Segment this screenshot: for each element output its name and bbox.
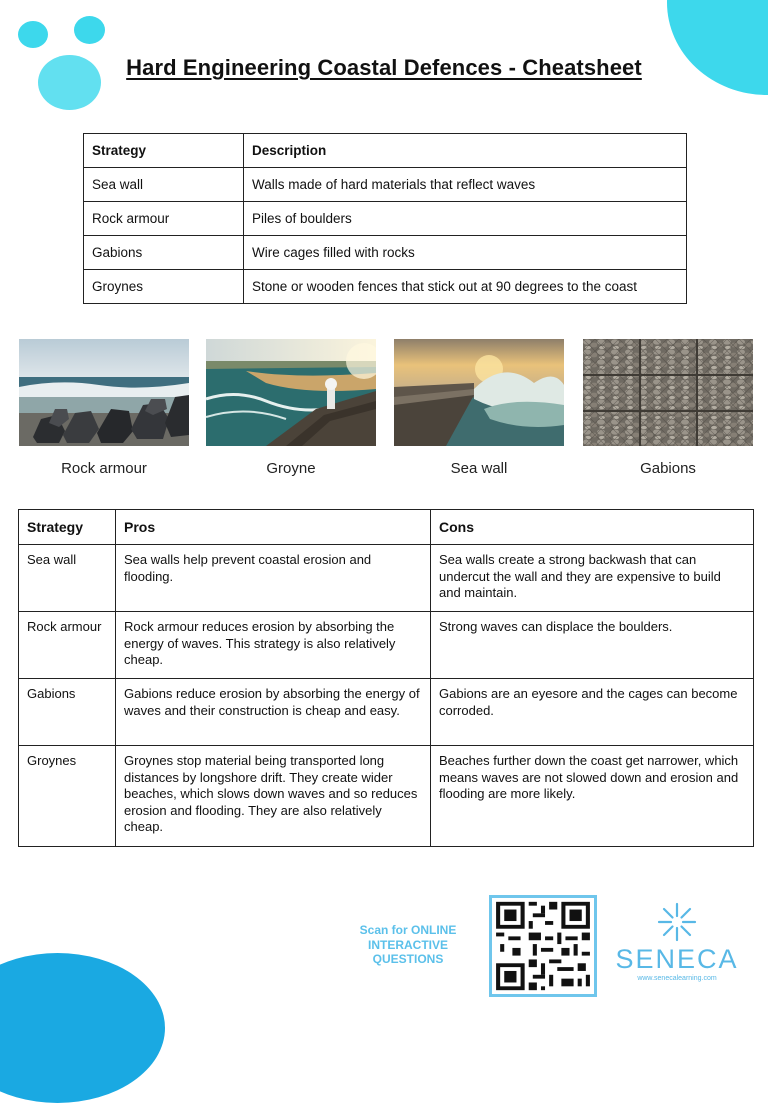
description-cell: Stone or wooden fences that stick out at 90 degrees to the coast	[244, 270, 687, 304]
strategy-cell: Rock armour	[84, 202, 244, 236]
cons-cell: Gabions are an eyesore and the cages can become corroded.	[431, 679, 754, 746]
strategy-cell: Gabions	[84, 236, 244, 270]
scan-prompt: Scan for ONLINE INTERACTIVE QUESTIONS	[359, 923, 457, 966]
strategy-cell: Sea wall	[84, 168, 244, 202]
strategy-cell: Rock armour	[19, 612, 116, 679]
strategy-cell: Sea wall	[19, 545, 116, 612]
column-header: Cons	[431, 510, 754, 545]
column-header: Strategy	[19, 510, 116, 545]
pros-cell: Rock armour reduces erosion by absorbing the energy of waves. This strategy is also relatively cheap.	[116, 612, 431, 679]
page-title: Hard Engineering Coastal Defences - Cheatsheet	[126, 55, 642, 80]
table-row	[19, 746, 754, 847]
strategy-table	[83, 133, 687, 304]
decorative-dot	[18, 21, 48, 48]
cons-cell: Beaches further down the coast get narrower, which means waves are not slowed down and erosion and flooding are more likely.	[431, 746, 754, 847]
table-row	[84, 168, 687, 202]
groyne-photo	[206, 339, 376, 446]
photo-caption: Rock armour	[61, 460, 147, 477]
table-row	[84, 202, 687, 236]
pros-cell: Sea walls help prevent coastal erosion and flooding.	[116, 545, 431, 612]
table-header-row	[84, 134, 687, 168]
column-header: Description	[244, 134, 687, 168]
pros-cons-table	[18, 509, 754, 847]
decorative-dot	[74, 16, 105, 44]
strategy-cell: Groynes	[84, 270, 244, 304]
pros-cell: Groynes stop material being transported long distances by longshore drift. They create wider beaches, which slows down waves and so reduces erosion and flooding. They are also relatively cheap.	[116, 746, 431, 847]
brand-url[interactable]: www.senecalearning.com	[637, 975, 717, 982]
pros-cell: Gabions reduce erosion by absorbing the energy of waves and their construction is cheap and easy.	[116, 679, 431, 746]
description-cell: Wire cages filled with rocks	[244, 236, 687, 270]
gabions-photo	[583, 339, 753, 446]
photo-strip	[19, 339, 753, 479]
table-row	[84, 236, 687, 270]
cons-cell: Strong waves can displace the boulders.	[431, 612, 754, 679]
strategy-cell: Groynes	[19, 746, 116, 847]
table-row	[84, 270, 687, 304]
rock-armour-photo	[19, 339, 189, 446]
table-header-row	[19, 510, 754, 545]
column-header: Strategy	[84, 134, 244, 168]
description-cell: Piles of boulders	[244, 202, 687, 236]
qr-code-icon[interactable]	[489, 895, 597, 997]
photo-caption: Gabions	[640, 460, 696, 477]
table-row	[19, 612, 754, 679]
cons-cell: Sea walls create a strong backwash that can undercut the wall and they are expensive to build and maintain.	[431, 545, 754, 612]
sea-wall-photo	[394, 339, 564, 446]
brand-name: SENECA	[615, 944, 739, 974]
decorative-blob-bottom-left	[0, 953, 165, 1103]
column-header: Pros	[116, 510, 431, 545]
strategy-cell: Gabions	[19, 679, 116, 746]
table-row	[19, 545, 754, 612]
description-cell: Walls made of hard materials that reflect waves	[244, 168, 687, 202]
photo-caption: Sea wall	[450, 460, 508, 477]
table-row	[19, 679, 754, 746]
photo-caption: Groyne	[266, 460, 316, 477]
